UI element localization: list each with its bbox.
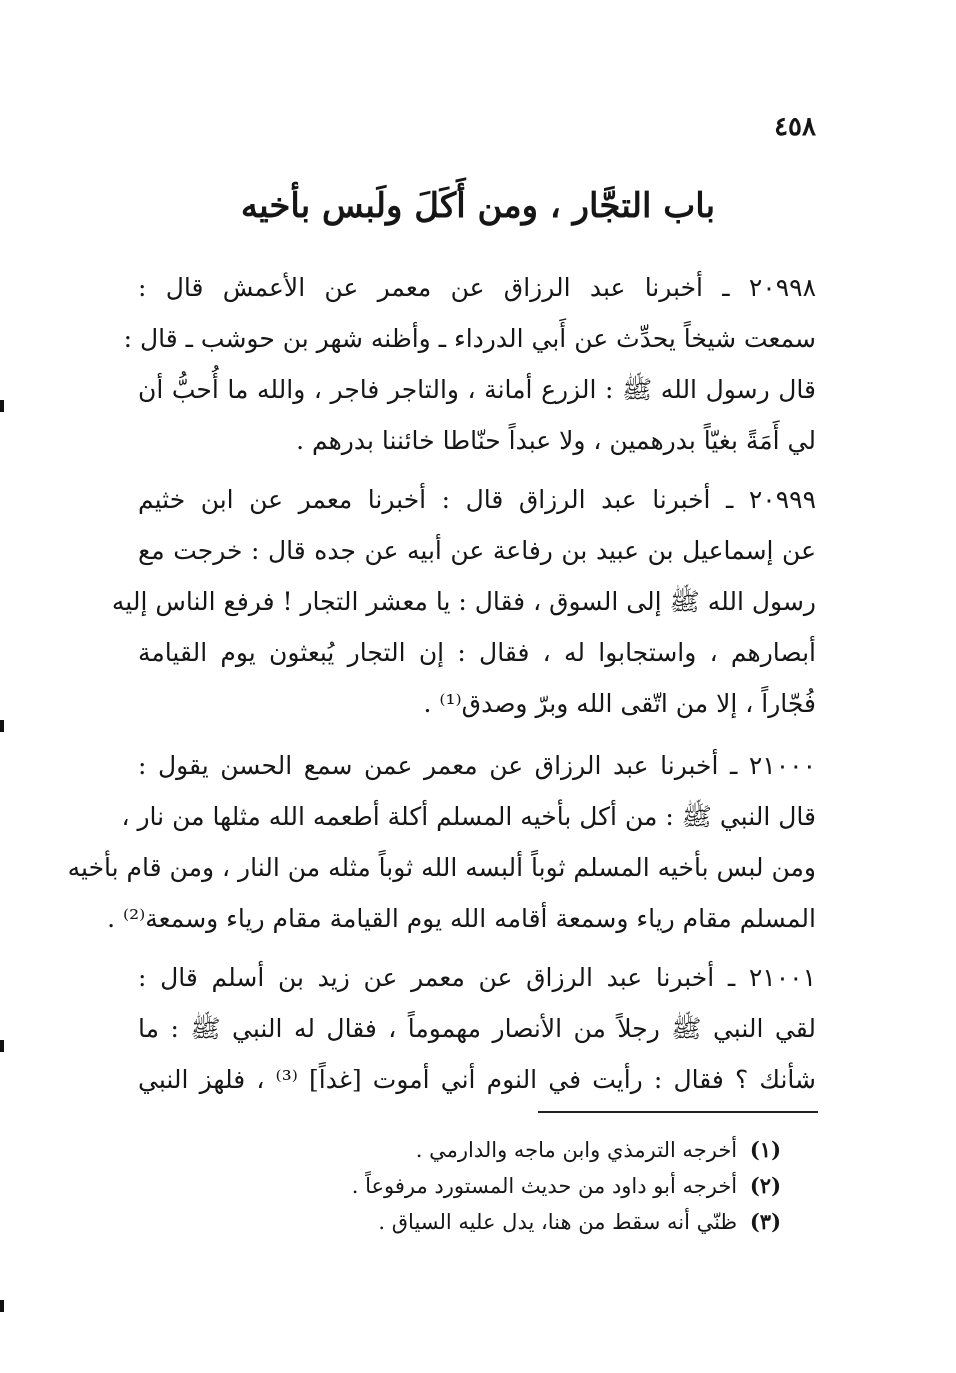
hadith-line: ٢١٠٠٠ ـ أخبرنا عبد الرزاق عن معمر عمن سمع الحسن يقول :: [138, 751, 816, 780]
footnote-text: أخرجه أبو داود من حديث المستورد مرفوعاً .: [351, 1174, 738, 1198]
footnote-mark: (٢): [749, 1173, 781, 1198]
footnote-mark: (١): [749, 1137, 781, 1162]
hadith-21001: [138, 952, 816, 1105]
hadith-line: لي أَمَةً بغيّاً بدرهمين ، ولا عبداً حنّاطا خائننا بدرهم .: [296, 426, 816, 455]
hadith-21000: [67, 740, 816, 944]
footnote-text: ظنّي أنه سقط من هنا، يدل عليه السياق .: [378, 1210, 738, 1234]
hadith-20999: [111, 474, 816, 729]
hadith-line: فُجّاراً ، إلا من اتّقى الله وبرّ وصدق⁽¹⁾ .: [423, 689, 816, 718]
footnote-mark: (٣): [749, 1209, 781, 1234]
hadith-line: عن إسماعيل بن عبيد بن رفاعة عن أبيه عن جده قال : خرجت مع: [138, 536, 816, 565]
hadith-line: قال النبي ﷺ : من أكل بأخيه المسلم أكلة أطعمه الله مثلها من نار ،: [121, 802, 816, 831]
scan-margin-mark: [0, 400, 4, 412]
hadith-line: ٢٠٩٩٩ ـ أخبرنا عبد الرزاق قال : أخبرنا معمر عن ابن خثيم: [138, 485, 816, 514]
scan-margin-mark: [0, 720, 4, 732]
hadith-line: سمعت شيخاً يحدِّث عن أَبي الدرداء ـ وأظنه شهر بن حوشب ـ قال :: [123, 324, 816, 353]
scan-margin-mark: [0, 1040, 4, 1052]
footnotes: [300, 1132, 781, 1240]
hadith-line: شأنك ؟ فقال : رأيت في النوم أني أموت [غداً] ⁽³⁾ ، فلهز النبي: [138, 1065, 816, 1094]
hadith-line: ٢٠٩٩٨ ـ أخبرنا عبد الرزاق عن معمر عن الأعمش قال :: [138, 273, 816, 302]
hadith-line: ٢١٠٠١ ـ أخبرنا عبد الرزاق عن معمر عن زيد بن أسلم قال :: [138, 963, 816, 992]
hadith-line: ومن لبس بأخيه المسلم ثوباً ألبسه الله ثوباً مثله من النار ، ومن قام بأخيه: [67, 853, 816, 882]
hadith-line: المسلم مقام رياء وسمعة أقامه الله يوم القيامة مقام رياء وسمعة⁽²⁾ .: [107, 904, 816, 933]
chapter-title: باب التجَّار ، ومن أَكَلَ ولَبس بأخيه: [240, 186, 716, 226]
hadith-line: أبصارهم ، واستجابوا له ، فقال : إن التجار يُبعثون يوم القيامة: [138, 638, 816, 667]
hadith-line: قال رسول الله ﷺ : الزرع أمانة ، والتاجر فاجر ، والله ما أُحبُّ أن: [138, 375, 816, 404]
page-number: ٤٥٨: [774, 112, 816, 142]
footnote-1: [300, 1132, 781, 1168]
footnote-text: أخرجه الترمذي وابن ماجه والدارمي .: [415, 1138, 738, 1162]
footnote-2: [300, 1168, 781, 1204]
hadith-20998: [123, 262, 816, 466]
scan-margin-mark: [0, 1300, 4, 1312]
hadith-line: رسول الله ﷺ إلى السوق ، فقال : يا معشر التجار ! فرفع الناس إليه: [111, 587, 816, 616]
footnote-divider: [538, 1111, 818, 1113]
footnote-3: [300, 1204, 781, 1240]
hadith-line: لقي النبي ﷺ رجلاً من الأنصار مهموماً ، فقال له النبي ﷺ : ما: [138, 1014, 816, 1043]
